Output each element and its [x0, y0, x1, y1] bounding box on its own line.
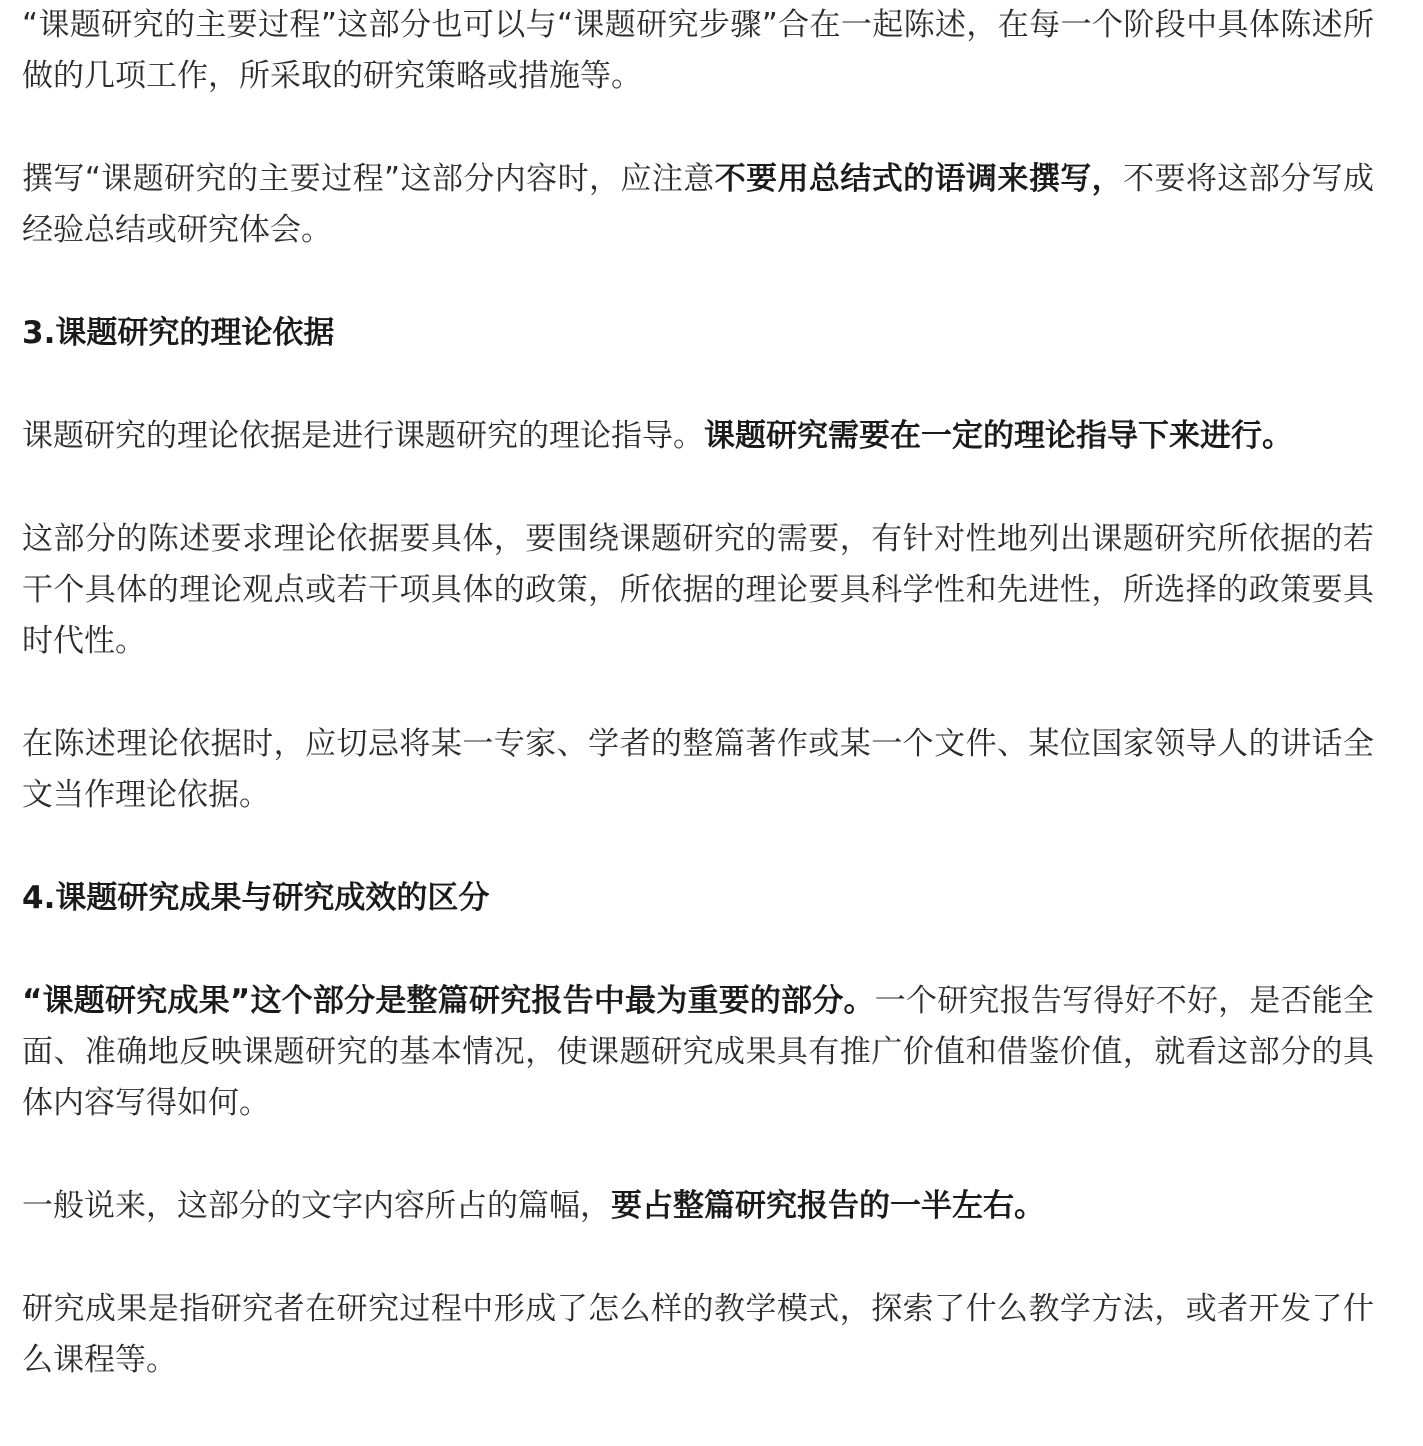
text-run: 一般说来，这部分的文字内容所占的篇幅， [22, 1188, 611, 1224]
bold-emphasis: “课题研究成果”这个部分是整篇研究报告中最为重要的部分。 [22, 983, 875, 1019]
text-run: 不要将这部分写成经验总结或研究体会。 [22, 161, 1375, 248]
bold-emphasis: 要占整篇研究报告的一半左右。 [611, 1188, 1045, 1224]
paragraph-results-length [22, 1181, 1374, 1232]
text-run: 一个研究报告写得好不好，是否能全面、准确地反映课题研究的基本情况，使课题研究成果具有推广价值和借鉴价值，就看这部分的具体内容写得如何。 [22, 983, 1375, 1121]
paragraph-theory-intro [22, 411, 1374, 462]
paragraph-results-definition: 研究成果是指研究者在研究过程中形成了怎么样的教学模式，探索了什么教学方法，或者开发了什么课程等。 [22, 1291, 1374, 1378]
section-heading-results: 4.课题研究成果与研究成效的区分 [22, 880, 490, 916]
text-run: 课题研究的理论依据是进行课题研究的理论指导。 [22, 418, 704, 454]
paragraph-process-steps: “课题研究的主要过程”这部分也可以与“课题研究步骤”合在一起陈述，在每一个阶段中具体陈述所做的几项工作，所采取的研究策略或措施等。 [22, 7, 1374, 94]
paragraph-results-importance [22, 976, 1374, 1129]
text-run: 撰写“课题研究的主要过程”这部分内容时，应注意 [22, 161, 715, 197]
section-heading-theory: 3.课题研究的理论依据 [22, 315, 335, 351]
bold-emphasis: 不要用总结式的语调来撰写， [714, 161, 1124, 197]
article-body [22, 0, 1374, 1386]
paragraph-theory-caution: 在陈述理论依据时，应切忌将某一专家、学者的整篇著作或某一个文件、某位国家领导人的讲话全文当作理论依据。 [22, 726, 1374, 813]
paragraph-writing-caution [22, 154, 1374, 256]
paragraph-theory-requirements: 这部分的陈述要求理论依据要具体，要围绕课题研究的需要，有针对性地列出课题研究所依据的若干个具体的理论观点或若干项具体的政策，所依据的理论要具科学性和先进性，所选择的政策要具时代性。 [22, 521, 1374, 659]
bold-emphasis: 课题研究需要在一定的理论指导下来进行。 [704, 418, 1293, 454]
